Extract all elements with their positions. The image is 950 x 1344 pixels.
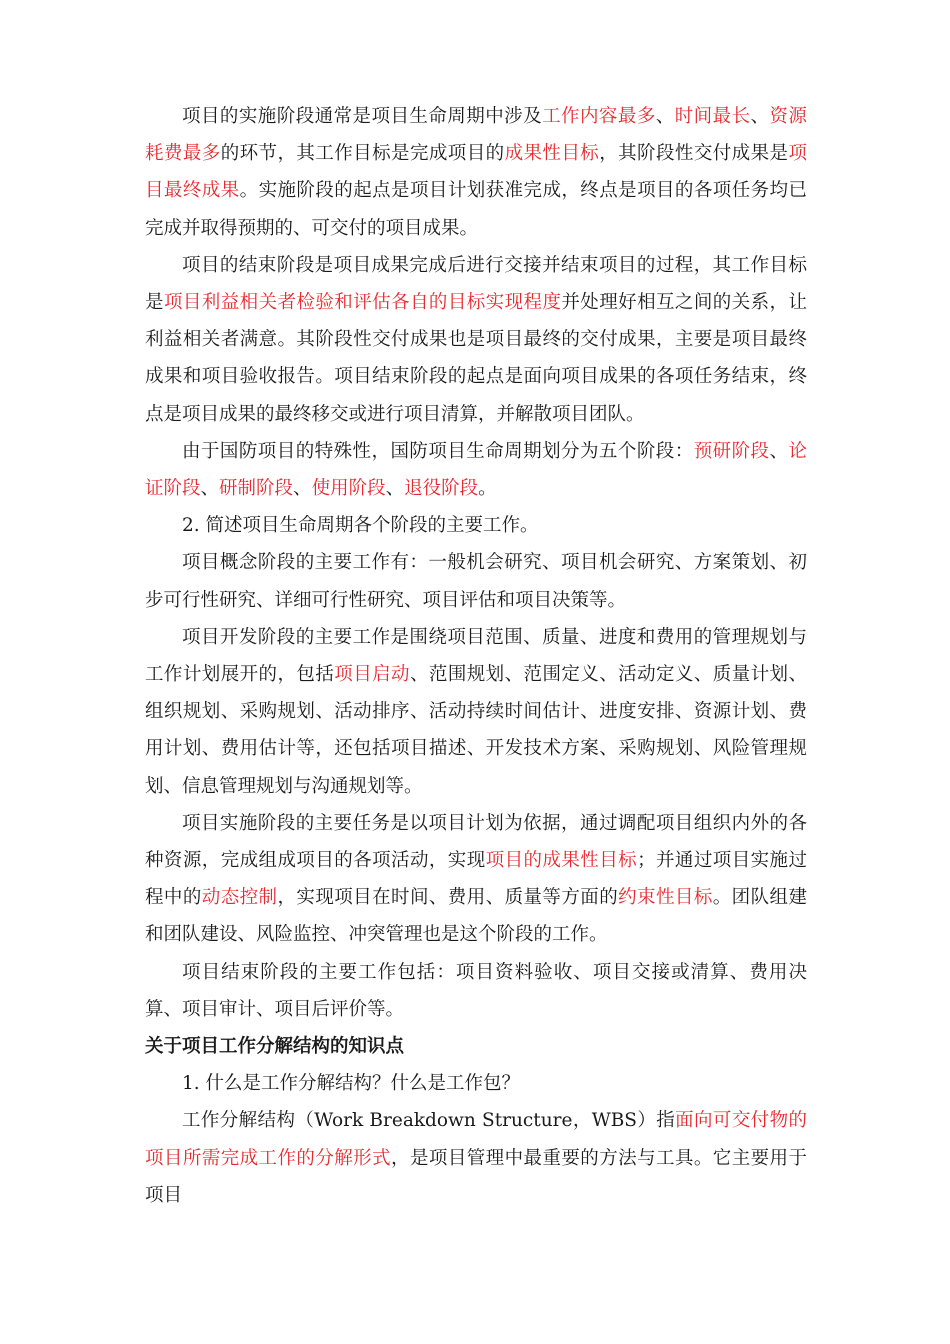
text-segment: 、 [769, 440, 789, 462]
highlighted-text: 使用阶段 [311, 478, 386, 500]
highlighted-text: 约束性目标 [618, 887, 713, 909]
text-segment: ；并通过项目实施过程中的 [145, 850, 807, 909]
body-paragraph [145, 247, 807, 433]
body-paragraph [145, 507, 807, 544]
highlighted-text: 资源耗费最多 [145, 106, 807, 165]
text-segment: 、 [200, 478, 220, 500]
text-segment: 由于国防项目的特殊性，国防项目生命周期划分为五个阶段： [182, 440, 694, 462]
body-paragraph [145, 433, 807, 507]
highlighted-text: 项目利益相关者检验和评估各自的目标实现程度 [163, 292, 562, 314]
section-heading [145, 1028, 807, 1065]
text-segment: 项目的实施阶段通常是项目生命周期中涉及 [182, 106, 543, 127]
text-segment: ，是项目管理中最重要的方法与工具。它主要用于项目 [145, 1147, 807, 1206]
document-page [145, 98, 807, 1214]
text-segment: 的环节，其工作目标是完成项目的 [220, 143, 505, 165]
text-segment: 2. 简述项目生命周期各个阶段的主要工作。 [182, 515, 539, 537]
highlighted-text: 项目启动 [334, 664, 410, 686]
text-segment: 关于项目工作分解结构的知识点 [145, 1036, 405, 1058]
text-segment: 项目实施阶段的主要任务是以项目计划为依据，通过调配项目组织内外的各种资源，完成组成项目的各项活动，实现 [145, 812, 807, 872]
text-segment: 项目开发阶段的主要工作是围绕项目范围、质量、进度和费用的管理规划与工作计划展开的，包括 [145, 626, 807, 686]
body-paragraph [145, 1065, 807, 1102]
text-segment: ，其阶段性交付成果是 [599, 143, 789, 165]
highlighted-text: 面向可交付物的项目所需完成工作的分解形式 [145, 1110, 807, 1169]
highlighted-text: 时间最长 [674, 106, 751, 127]
body-paragraph [145, 619, 807, 805]
highlighted-text: 预研阶段 [693, 440, 770, 462]
body-paragraph [145, 954, 807, 1028]
text-segment: 工作分解结构（Work Breakdown Structure，WBS）指 [182, 1110, 676, 1132]
text-segment: 、范围规划、范围定义、活动定义、质量计划、组织规划、采购规划、活动排序、活动持续时间估计、进度安排、资源计划、费用计划、费用估计等，还包括项目描述、开发技术方案、采购规划、风险管理规划、信息管理规划与沟通规划等。 [145, 664, 807, 797]
body-paragraph [145, 544, 807, 618]
text-segment: 、 [750, 106, 770, 127]
body-paragraph [145, 98, 807, 247]
highlighted-text: 成果性目标 [504, 143, 600, 165]
text-segment: 、 [293, 478, 312, 500]
highlighted-text: 项目的成果性目标 [485, 850, 638, 872]
highlighted-text: 研制阶段 [219, 478, 294, 500]
highlighted-text: 动态控制 [201, 887, 278, 909]
highlighted-text: 退役阶段 [404, 478, 479, 500]
text-segment: 1. 什么是工作分解结构？什么是工作包？ [182, 1073, 521, 1095]
text-segment: 项目结束阶段的主要工作包括：项目资料验收、项目交接或清算、费用决算、项目审计、项目后评价等。 [145, 961, 807, 1020]
text-segment: 项目的结束阶段是项目成果完成后进行交接并结束项目的过程，其工作目标是 [145, 254, 807, 314]
body-paragraph [145, 1102, 807, 1214]
text-segment: 。团队组建和团队建设、风险监控、冲突管理也是这个阶段的工作。 [145, 887, 807, 946]
highlighted-text: 论证阶段 [145, 440, 807, 500]
text-segment: 项目概念阶段的主要工作有：一般机会研究、项目机会研究、方案策划、初步可行性研究、详细可行性研究、项目评估和项目决策等。 [145, 552, 807, 611]
text-segment: 。 [478, 478, 497, 500]
body-paragraph [145, 805, 807, 954]
text-segment: 、 [655, 106, 675, 127]
text-segment: 并处理好相互之间的关系，让利益相关者满意。其阶段性交付成果也是项目最终的交付成果，主要是项目最终成果和项目验收报告。项目结束阶段的起点是面向项目成果的各项任务结束，终点是项目成果的最终移交或进行项目清算，并解散项目团队。 [145, 292, 807, 425]
highlighted-text: 工作内容最多 [542, 106, 656, 127]
text-segment: 、 [385, 478, 405, 500]
text-segment: 。实施阶段的起点是项目计划获准完成，终点是项目的各项任务均已完成并取得预期的、可交付的项目成果。 [145, 180, 807, 239]
text-segment: ，实现项目在时间、费用、质量等方面的 [277, 887, 619, 909]
highlighted-text: 项目最终成果 [145, 143, 807, 202]
